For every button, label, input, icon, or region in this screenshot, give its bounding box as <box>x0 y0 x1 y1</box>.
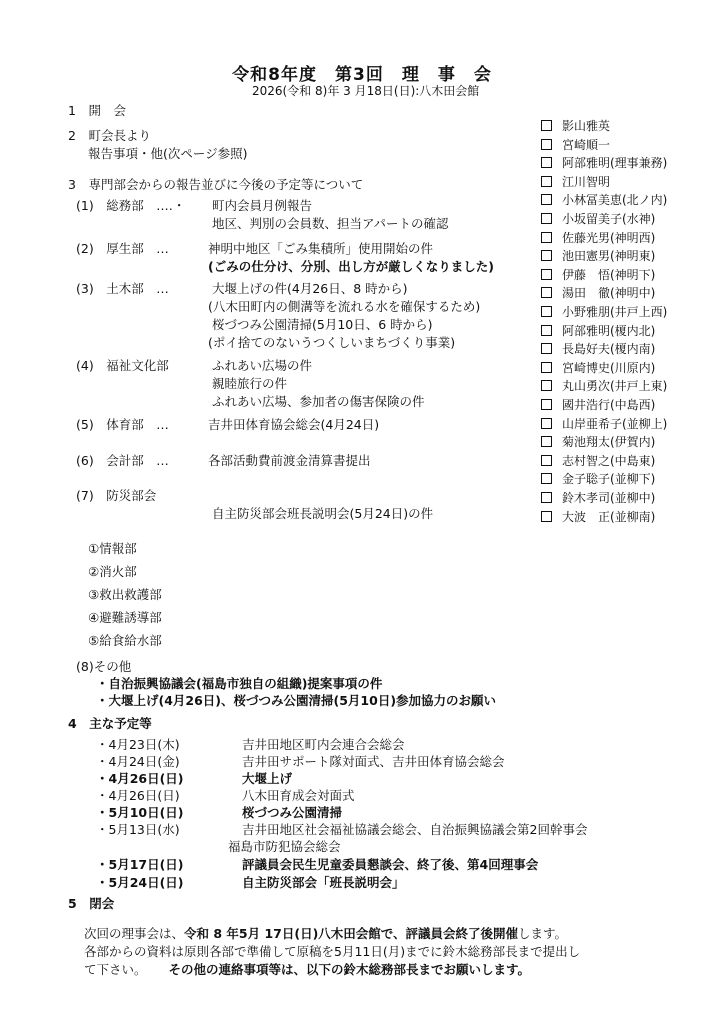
member-name: 宮崎順一 <box>562 137 611 152</box>
closing-emphasis: 令和 8 年5月 17日(日)八木田会館で、評議員会終了後開催 <box>184 926 519 941</box>
member-name: 阿部雅明(榎内北) <box>562 323 656 338</box>
member-name: 鈴木孝司(並柳中) <box>562 491 656 505</box>
member-row <box>541 117 610 135</box>
checkbox[interactable] <box>541 120 552 131</box>
schedule-date: ・4月26日(日) <box>96 771 184 786</box>
member-row <box>541 284 655 302</box>
member-name: 菊池翔太(伊賀内) <box>562 435 656 450</box>
page-title: 令和8年度 第3回 理 事 会 <box>232 65 492 85</box>
dept-3-line: (八木田町内の側溝等を流れる水を確保するため) <box>208 299 481 314</box>
checkbox[interactable] <box>541 232 552 243</box>
checkbox[interactable] <box>541 399 552 410</box>
schedule-date: ・4月24日(金) <box>96 754 180 769</box>
checkbox[interactable] <box>541 176 552 187</box>
member-name: 長島好夫(榎内南) <box>562 342 656 357</box>
schedule-date: ・5月13日(水) <box>96 822 180 837</box>
section-3: 3 専門部会からの報告並びに今後の予定等について <box>68 177 364 192</box>
checkbox[interactable] <box>541 362 552 373</box>
section-1: 1 開 会 <box>68 103 126 118</box>
checkbox[interactable] <box>541 511 552 522</box>
section-2: 2 町会長より <box>68 128 151 143</box>
checkbox[interactable] <box>541 473 552 484</box>
member-name: 小坂留美子(水神) <box>562 212 656 226</box>
member-row <box>541 377 667 395</box>
schedule-date: ・5月24日(日) <box>96 875 184 890</box>
member-row <box>541 303 667 321</box>
member-row <box>541 433 655 451</box>
member-name: 山岸亜希子(並柳上) <box>562 416 668 431</box>
checkbox[interactable] <box>541 139 552 150</box>
dept-6-line: 各部活動費前渡金清算書提出 <box>208 453 371 468</box>
closing-text: て下さい。 <box>84 962 147 977</box>
member-row <box>541 359 655 377</box>
schedule-event: 吉井田サポート隊対面式、吉井田体育協会総会 <box>242 754 505 769</box>
member-row <box>541 508 655 526</box>
dept-4-line: ふれあい広場、参加者の傷害保険の件 <box>212 394 425 409</box>
section-4: 4 主な予定等 <box>68 716 152 731</box>
dept-7-line: 自主防災部会班長説明会(5月24日)の件 <box>212 506 434 521</box>
member-name: 池田憲男(神明東) <box>562 249 656 264</box>
dept-4-line: ふれあい広場の件 <box>212 358 313 373</box>
dept-2-label: (2) 厚生部 … <box>76 241 169 256</box>
dept-1-line: 町内会員月例報告 <box>212 198 313 213</box>
dept-5-label: (5) 体育部 … <box>76 417 169 432</box>
schedule-event: 吉井田地区町内会連合会総会 <box>242 737 405 752</box>
bousai-sub: ①情報部 <box>88 541 137 556</box>
member-row <box>541 396 655 414</box>
checkbox[interactable] <box>541 380 552 391</box>
member-row <box>541 340 655 358</box>
schedule-event: 桜づつみ公園清掃 <box>242 805 343 820</box>
member-name: 伊藤 悟(神明下) <box>562 267 656 282</box>
member-row <box>541 489 655 507</box>
checkbox[interactable] <box>541 436 552 447</box>
member-name: 湯田 徹(神明中) <box>562 286 656 301</box>
member-name: 志村智之(中島東) <box>562 453 656 468</box>
closing-line-1 <box>84 925 567 943</box>
member-name: 大波 正(並柳南) <box>562 509 656 524</box>
checkbox[interactable] <box>541 250 552 261</box>
member-row <box>541 210 655 228</box>
schedule-event: 大堰上げ <box>242 771 293 786</box>
closing-emphasis: その他の連絡事項等は、以下の鈴木総務部長までお願いします。 <box>168 962 531 977</box>
member-row <box>541 136 610 154</box>
schedule-date: ・5月10日(日) <box>96 805 184 820</box>
bousai-sub: ③救出救護部 <box>88 587 162 602</box>
member-name: 小野雅朋(井戸上西) <box>562 305 668 319</box>
checkbox[interactable] <box>541 194 552 205</box>
section-2-sub: 報告事項・他(次ページ参照) <box>88 146 248 161</box>
member-name: 影山雅英 <box>562 119 611 133</box>
checkbox[interactable] <box>541 418 552 429</box>
section-5: 5 閉会 <box>68 896 115 911</box>
member-name: 宮崎博史(川原内) <box>562 360 656 375</box>
dept-1-line: 地区、判別の会員数、担当アパートの確認 <box>212 216 449 231</box>
member-row <box>541 154 667 172</box>
other-item: ・自治振興協議会(福島市独自の組織)提案事項の件 <box>96 676 383 691</box>
schedule-event: 福島市防犯協会総会 <box>228 839 341 854</box>
closing-line-2: 各部からの資料は原則各部で準備して原稿を5月11日(月)までに鈴木総務部長まで提出し <box>84 944 581 959</box>
dept-7-label: (7) 防災部会 <box>76 488 157 503</box>
bousai-sub: ⑤給食給水部 <box>88 633 162 648</box>
checkbox[interactable] <box>541 269 552 280</box>
member-name: 阿部雅明(理事兼務) <box>562 156 668 171</box>
member-name: 丸山勇次(井戸上東) <box>562 379 668 394</box>
member-name: 小林冨美恵(北ノ内) <box>562 193 668 208</box>
schedule-event: 八木田育成会対面式 <box>242 788 355 803</box>
bousai-sub: ②消火部 <box>88 564 137 579</box>
member-row <box>541 229 655 247</box>
dept-2-line: (ごみの仕分け、分別、出し方が厳しくなりました) <box>208 259 494 274</box>
schedule-event: 自主防災部会「班長説明会」 <box>242 875 405 890</box>
other-label: (8)その他 <box>76 659 132 674</box>
member-row <box>541 191 667 209</box>
dept-2-line: 神明中地区「ごみ集積所」使用開始の件 <box>208 241 434 256</box>
other-item: ・大堰上げ(4月26日)、桜づつみ公園清掃(5月10日)参加協力のお願い <box>96 693 497 708</box>
dept-3-line: (ポイ捨てのないうつくしいまちづくり事業) <box>208 335 456 350</box>
member-name: 江川智明 <box>562 174 611 189</box>
schedule-event: 吉井田地区社会福祉協議会総会、自治振興協議会第2回幹事会 <box>242 822 588 837</box>
dept-4-label: (4) 福祉文化部 <box>76 358 169 373</box>
checkbox[interactable] <box>541 287 552 298</box>
member-row <box>541 452 655 470</box>
dept-6-label: (6) 会計部 … <box>76 453 169 468</box>
checkbox[interactable] <box>541 213 552 224</box>
member-row <box>541 266 655 284</box>
schedule-date: ・4月26日(日) <box>96 788 180 803</box>
dept-4-line: 親睦旅行の件 <box>212 376 288 391</box>
meeting-date-place: 2026(令和 8)年 3 月18日(日):八木田会館 <box>252 84 480 98</box>
closing-text: 次回の理事会は、 <box>84 926 185 941</box>
member-row <box>541 415 667 433</box>
checkbox[interactable] <box>541 492 552 503</box>
schedule-date: ・4月23日(木) <box>96 737 180 752</box>
checkbox[interactable] <box>541 306 552 317</box>
member-row <box>541 470 655 488</box>
dept-5-line: 吉井田体育協会総会(4月24日) <box>208 417 380 432</box>
closing-line-3 <box>84 961 530 979</box>
dept-3-line: 桜づつみ公園清掃(5月10日、6 時から) <box>212 317 433 332</box>
member-row <box>541 247 655 265</box>
schedule-event: 評議員会民生児童委員懇談会、終了後、第4回理事会 <box>242 857 539 872</box>
checkbox[interactable] <box>541 455 552 466</box>
member-row <box>541 322 655 340</box>
dept-3-line: 大堰上げの件(4月26日、8 時から) <box>212 281 408 296</box>
dept-1-label: (1) 総務部 ‥‥・ <box>76 198 186 213</box>
member-name: 國井浩行(中島西) <box>562 398 656 412</box>
checkbox[interactable] <box>541 157 552 168</box>
dept-3-label: (3) 土木部 … <box>76 281 169 296</box>
schedule-date: ・5月17日(日) <box>96 857 184 872</box>
checkbox[interactable] <box>541 325 552 336</box>
member-name: 金子聡子(並柳下) <box>562 472 656 487</box>
closing-text: します。 <box>518 926 568 941</box>
member-row <box>541 173 610 191</box>
member-name: 佐藤光男(神明西) <box>562 230 656 245</box>
bousai-sub: ④避難誘導部 <box>88 610 162 625</box>
checkbox[interactable] <box>541 343 552 354</box>
